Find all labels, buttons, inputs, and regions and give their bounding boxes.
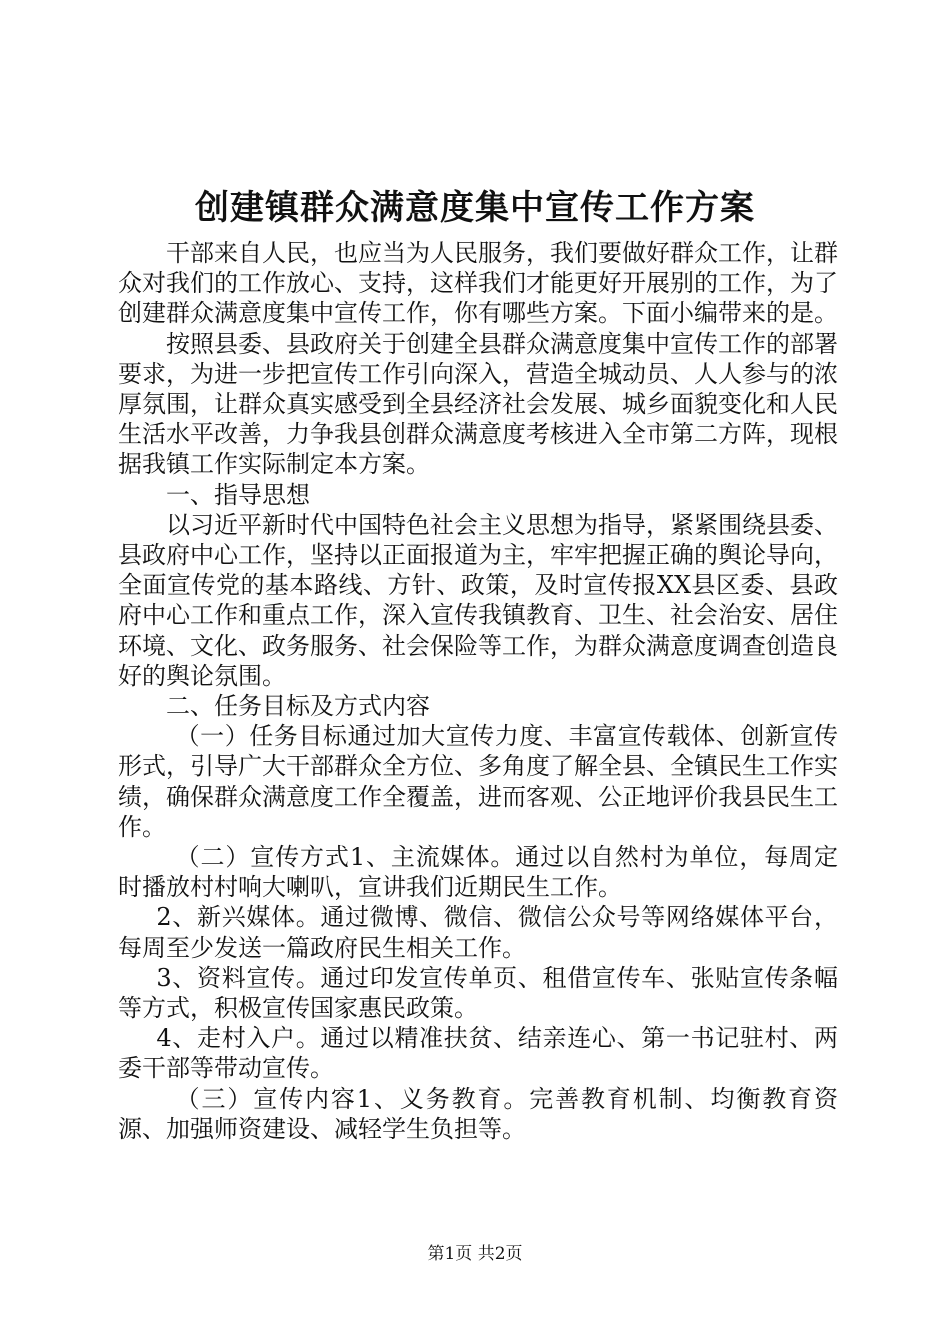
- paragraph-background: 按照县委、县政府关于创建全县群众满意度集中宣传工作的部署要求，为进一步把宣传工作引向深入，营造全城动员、人人参与的浓厚氛围，让群众真实感受到全县经济社会发展、城乡面貌变化和人民生活水平改善，力争我县创群众满意度考核进入全市第二方阵，现根据我镇工作实际制定本方案。: [118, 329, 838, 479]
- paragraph-publicity-content: （三）宣传内容1、义务教育。完善教育机制、均衡教育资源、加强师资建设、减轻学生负担等。: [118, 1084, 838, 1143]
- section-heading-guiding-thought: 一、指导思想: [166, 480, 310, 509]
- paragraph-guiding-thought: 以习近平新时代中国特色社会主义思想为指导，紧紧围绕县委、县政府中心工作，坚持以正面报道为主，牢牢把握正确的舆论导向，全面宣传党的基本路线、方针、政策，及时宣传报XX县区委、县政府中心工作和重点工作，深入宣传我镇教育、卫生、社会治安、居住环境、文化、政务服务、社会保险等工作，为群众满意度调查创造良好的舆论氛围。: [118, 510, 838, 690]
- section-heading-tasks: 二、任务目标及方式内容: [166, 692, 430, 721]
- paragraph-intro: 干部来自人民，也应当为人民服务，我们要做好群众工作，让群众对我们的工作放心、支持，这样我们才能更好开展别的工作，为了创建群众满意度集中宣传工作，你有哪些方案。下面小编带来的是。: [118, 239, 838, 328]
- paragraph-village-visits: 4、走村入户。通过以精准扶贫、结亲连心、第一书记驻村、两委干部等带动宣传。: [118, 1024, 838, 1083]
- document-title: 创建镇群众满意度集中宣传工作方案: [195, 188, 755, 228]
- document-body: [118, 238, 838, 1144]
- paragraph-task-goals: （一）任务目标通过加大宣传力度、丰富宣传载体、创新宣传形式，引导广大干部群众全方位、多角度了解全县、全镇民生工作实绩，确保群众满意度工作全覆盖，进而客观、公正地评价我县民生工作。: [118, 722, 838, 841]
- paragraph-publicity-methods: （二）宣传方式1、主流媒体。通过以自然村为单位，每周定时播放村村响大喇叭，宣讲我们近期民生工作。: [118, 843, 838, 902]
- paragraph-materials: 3、资料宣传。通过印发宣传单页、租借宣传车、张贴宣传条幅等方式，积极宣传国家惠民政策。: [118, 963, 838, 1023]
- page-footer: 第1页 共2页: [427, 1244, 523, 1264]
- paragraph-new-media: 2、新兴媒体。通过微博、微信、微信公众号等网络媒体平台，每周至少发送一篇政府民生相关工作。: [118, 903, 838, 962]
